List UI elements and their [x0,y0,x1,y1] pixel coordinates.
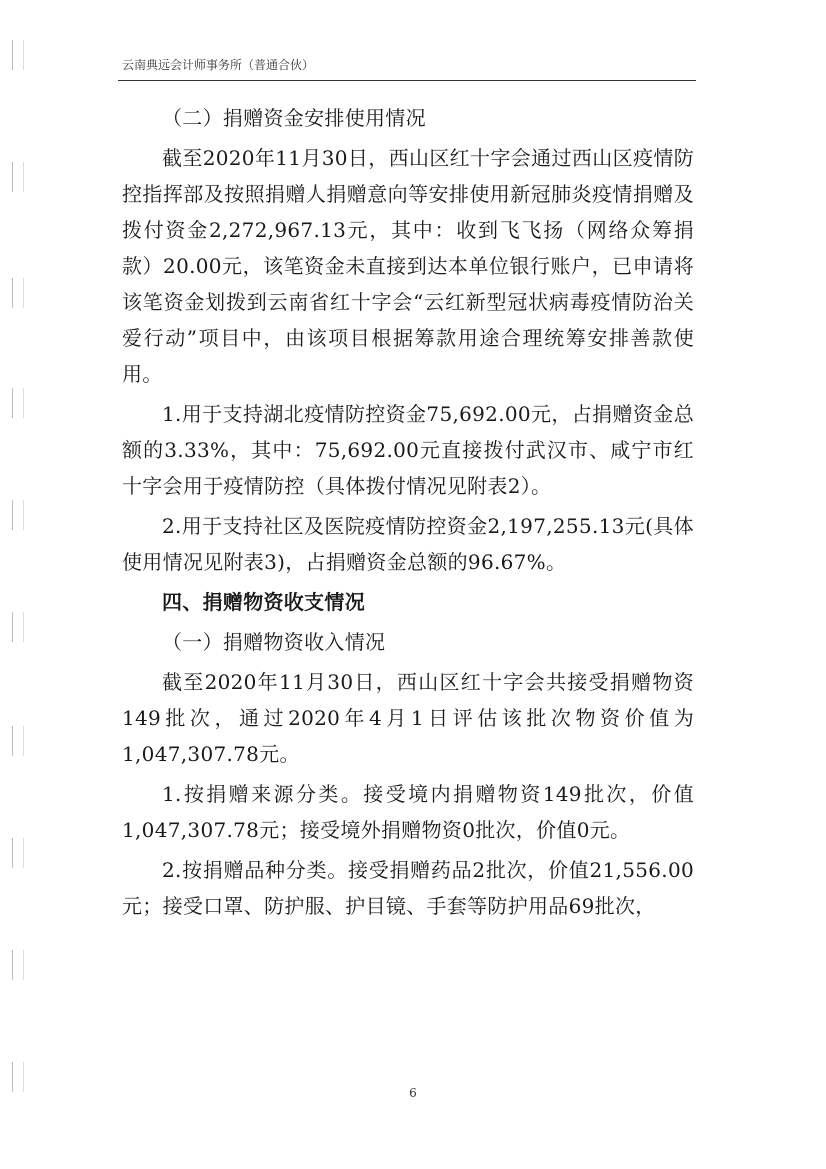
binding-mark [12,278,24,308]
paragraph: 截至2020年11月30日，西山区红十字会通过西山区疫情防控指挥部及按照捐赠人捐赠意向等安排使用新冠肺炎疫情捐赠及拨付资金2,272,967.13元，其中：收到飞飞扬（网络众筹捐款）20.00元，该笔资金未直接到达本单位银行账户，已申请将该笔资金划拨到云南省红十字会“云红新型冠状病毒疫情防治关爱行动”项目中，由该项目根据筹款用途合理统筹安排善款使用。 [122,146,694,386]
list-item: 2.按捐赠品种分类。接受捐赠药品2批次，价值21,556.00元；接受口罩、防护服、护目镜、手套等防护用品69批次， [122,858,694,918]
binding-mark [12,40,24,70]
binding-mark [12,388,24,418]
binding-mark [12,950,24,980]
binding-mark [12,162,24,192]
section-heading: （二）捐赠资金安排使用情况 [162,106,426,130]
binding-mark [12,838,24,868]
header-divider [118,80,696,81]
binding-mark [12,500,24,530]
binding-mark [12,726,24,756]
list-item: 1.按捐赠来源分类。接受境内捐赠物资149批次，价值1,047,307.78元；接受境外捐赠物资0批次，价值0元。 [122,782,694,842]
subsection-heading: （一）捐赠物资收入情况 [162,630,386,654]
document-body [122,100,694,924]
list-item: 2.用于支持社区及医院疫情防控资金2,197,255.13元(具体使用情况见附表3)，占捐赠资金总额的96.67%。 [122,514,694,574]
binding-mark [12,612,24,642]
list-item: 1.用于支持湖北疫情防控资金75,692.00元，占捐赠资金总额的3.33%，其中：75,692.00元直接拨付武汉市、咸宁市红十字会用于疫情防控（具体拨付情况见附表2）。 [122,402,694,498]
paragraph: 截至2020年11月30日，西山区红十字会共接受捐赠物资149批次，通过2020年4月1日评估该批次物资价值为1,047,307.78元。 [122,670,694,766]
section-heading: 四、捐赠物资收支情况 [162,590,365,614]
page-number: 6 [409,1086,417,1100]
page-header: 云南典远会计师事务所（普通合伙） [122,58,315,72]
